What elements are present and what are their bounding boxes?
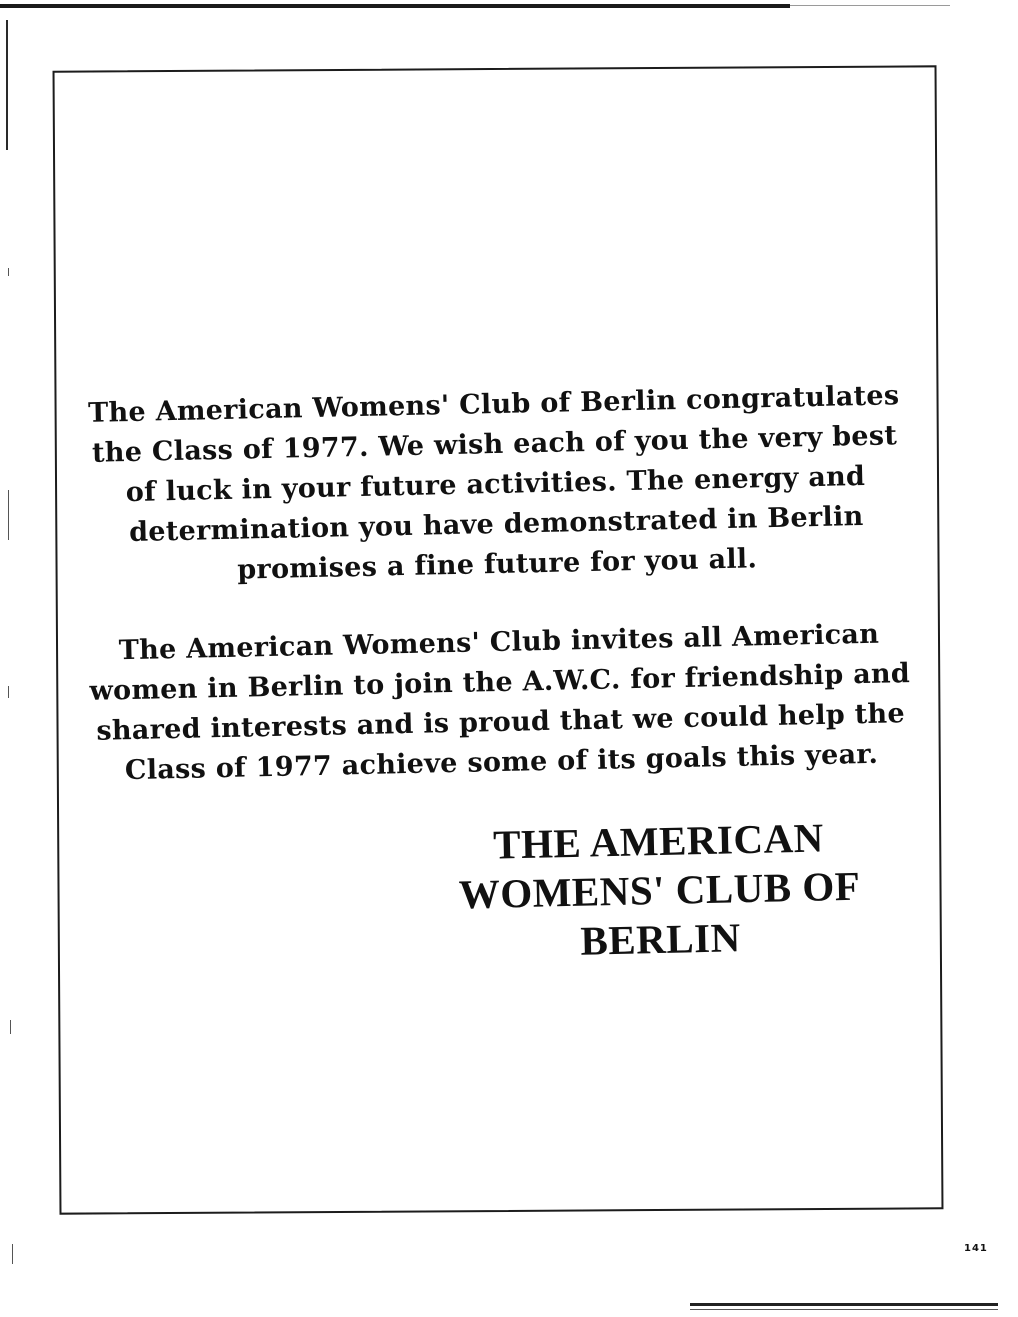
club-signature (443, 812, 876, 968)
scan-edge-mark (8, 686, 9, 698)
scan-left-edge (6, 20, 8, 150)
congratulations-paragraph: The American Womens' Club of Berlin congratulates the Class of 1977. We wish each of you the very best of luck in your future activities. The energy and determination you have demonstrated in Berlin promises a fine future for you all. (87, 380, 900, 586)
advertisement-frame (53, 65, 944, 1214)
scan-top-rule-fade (790, 5, 950, 6)
invitation-paragraph: The American Womens' Club invites all American women in Berlin to join the A.W.C. for friendship and shared interests and is proud that we could help the Class of 1977 achieve some of its goals this year. (89, 618, 911, 787)
scan-edge-mark (12, 1244, 13, 1264)
signature-line: BERLIN (579, 914, 742, 964)
scan-bottom-rule (690, 1303, 998, 1306)
scan-top-rule (0, 4, 790, 8)
scan-edge-mark (10, 1020, 11, 1034)
ad-message (73, 376, 921, 792)
page-number: 141 (964, 1243, 988, 1254)
scan-edge-mark (8, 490, 9, 540)
signature-line: THE AMERICAN (492, 814, 825, 868)
scan-edge-mark (8, 268, 9, 276)
scan-bottom-rule-thin (690, 1309, 998, 1310)
signature-line: WOMENS' CLUB OF (458, 862, 861, 918)
